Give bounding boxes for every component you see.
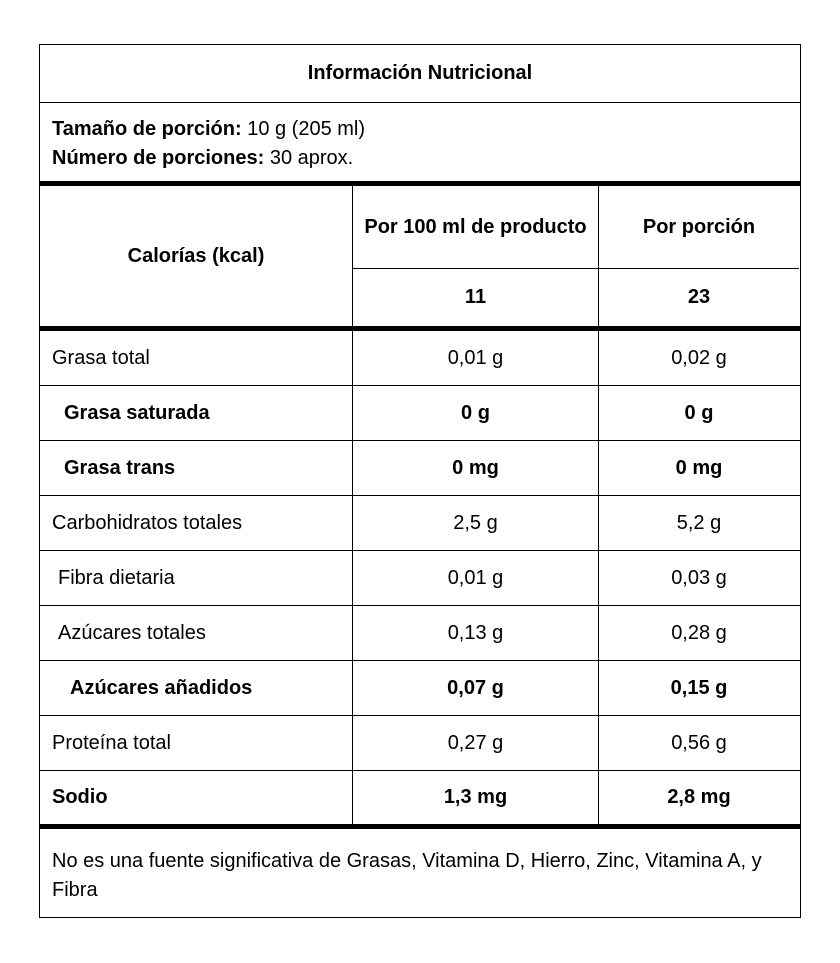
nutrient-per-100ml: 0 mg [353,441,599,495]
calories-per-serving: 23 [687,286,711,308]
nutrient-per-100ml: 0,27 g [353,716,599,770]
nutrient-per-100ml: 2,5 g [353,496,599,550]
nutrient-name: Carbohidratos totales [40,496,353,550]
nutrient-name: Grasa trans [40,441,353,495]
serving-info [40,103,800,186]
nutrient-name: Grasa total [40,331,353,385]
nutrient-name: Sodio [40,771,353,824]
table-row [40,386,800,441]
servings-count-value: 30 aprox. [264,147,354,169]
nutrient-name: Grasa saturada [40,386,353,440]
servings-count-line [52,144,800,173]
nutrition-facts-panel [39,44,801,918]
nutrient-name: Proteína total [40,716,353,770]
table-row [40,331,800,386]
nutrient-per-100ml: 0 g [353,386,599,440]
nutrient-per-100ml: 0,13 g [353,606,599,660]
nutrient-per-100ml: 1,3 mg [353,771,599,824]
panel-title: Información Nutricional [40,45,800,103]
nutrient-name: Azúcares totales [40,606,353,660]
nutrient-name: Fibra dietaria [40,551,353,605]
table-row [40,606,800,661]
nutrient-name: Azúcares añadidos [40,661,353,715]
serving-size-line [52,115,800,144]
nutrient-per-serving: 0 g [684,401,714,424]
footer-note: No es una fuente significativa de Grasas, Vitamina D, Hierro, Zinc, Vitamina A, y Fibra [52,850,762,901]
calories-label: Calorías (kcal) [40,186,353,326]
table-row [40,716,800,771]
column-header-per-serving: Por porción [599,186,799,269]
serving-size-label: Tamaño de porción: [52,118,242,140]
calories-per-100ml: 11 [353,269,599,326]
nutrient-per-serving: 0,28 g [671,621,727,644]
nutrient-per-serving: 2,8 mg [667,786,731,808]
nutrient-per-serving: 0,02 g [671,346,727,369]
nutrient-per-100ml: 0,01 g [353,331,599,385]
calories-block [40,186,800,331]
table-row [40,551,800,606]
nutrient-per-serving: 5,2 g [676,511,722,534]
nutrient-per-100ml: 0,07 g [353,661,599,715]
servings-count-label: Número de porciones: [52,147,265,169]
table-row [40,661,800,716]
column-header-per-100ml: Por 100 ml de producto [353,186,599,269]
table-row [40,441,800,496]
nutrient-per-100ml: 0,01 g [353,551,599,605]
nutrient-per-serving: 0,15 g [670,676,728,699]
serving-size-value: 10 g (205 ml) [241,118,366,140]
nutrient-per-serving: 0,56 g [671,731,727,754]
nutrient-per-serving: 0,03 g [671,566,727,589]
nutrient-per-serving: 0 mg [675,456,723,479]
table-row [40,771,800,829]
table-row [40,496,800,551]
